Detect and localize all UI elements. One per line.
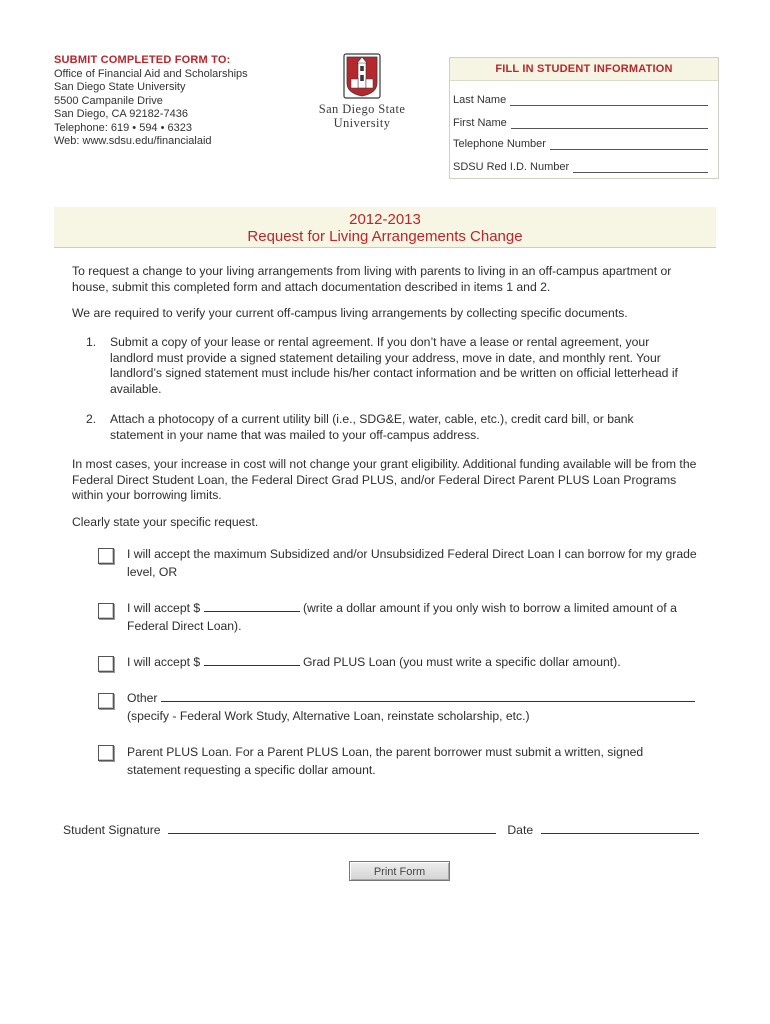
first-name-field[interactable] <box>453 117 708 129</box>
grad-plus-checkbox[interactable] <box>98 656 114 672</box>
list-item-text: Attach a photocopy of a current utility bill (i.e., SDG&E, water, cable, etc.), credit card bill, or bank statement in your name that was mailed to your off-campus address. <box>110 412 634 442</box>
max-loan-checkbox[interactable] <box>98 548 114 564</box>
sdsu-logo <box>308 53 416 130</box>
telephone-label: Telephone Number <box>453 138 546 150</box>
mailing-web: Web: www.sdsu.edu/financialaid <box>54 135 212 147</box>
last-name-line[interactable] <box>510 95 708 106</box>
amount-loan-prefix: I will accept $ <box>127 601 201 615</box>
grad-plus-prefix: I will accept $ <box>127 655 201 669</box>
amount-loan-blank[interactable] <box>204 600 300 612</box>
max-loan-option-text: I will accept the maximum Subsidized and/or Unsubsidized Federal Direct Loan I can borrow for my grade level, OR <box>127 547 697 579</box>
mailing-telephone: Telephone: 619 • 594 • 6323 <box>54 121 192 134</box>
list-item-text: Submit a copy of your lease or rental agreement. If you don’t have a lease or rental agreement, your landlord must provide a signed statement detailing your address, move in date, and monthly rent. Your landlord’s signed statement must include his/her contact information and be written on official letterhead if available. <box>110 335 678 396</box>
student-signature-label: Student Signature <box>63 823 161 837</box>
other-specify-text: (specify - Federal Work Study, Alternative Loan, reinstate scholarship, etc.) <box>127 709 530 723</box>
state-request-text: Clearly state your specific request. <box>72 515 259 529</box>
student-info-box <box>449 57 719 179</box>
mailing-office: Office of Financial Aid and Scholarships <box>54 67 248 80</box>
mailing-address-block <box>54 54 248 149</box>
logo-wordmark-line1: San Diego State <box>318 102 406 116</box>
date-label: Date <box>507 823 534 837</box>
grad-plus-option <box>127 653 697 671</box>
parent-plus-option-text: Parent PLUS Loan. For a Parent PLUS Loan, the parent borrower must submit a written, signed statement requesting a specific dollar amount. <box>127 745 644 777</box>
mailing-university: San Diego State University <box>54 81 186 93</box>
title-banner <box>54 207 716 248</box>
grant-paragraph: In most cases, your increase in cost will not change your grant eligibility. Additional funding available will be from the Federal Direct Student Loan, the Federal Direct Grad PLUS, and/or Federal Direct Parent PLUS Loan Programs within your borrowing limits. <box>72 457 697 502</box>
telephone-field[interactable] <box>453 138 708 150</box>
red-id-field[interactable] <box>453 161 708 173</box>
other-blank[interactable] <box>161 690 695 702</box>
intro-paragraph: To request a change to your living arrangements from living with parents to living in an off-campus apartment or house, submit this completed form and attach documentation described in items 1 and 2. <box>72 264 672 294</box>
parent-plus-checkbox[interactable] <box>98 745 114 761</box>
grad-plus-amount-blank[interactable] <box>204 654 300 666</box>
other-checkbox[interactable] <box>98 693 114 709</box>
sdsu-campanile-seal-icon <box>343 53 381 99</box>
red-id-label: SDSU Red I.D. Number <box>453 161 570 173</box>
form-year: 2012-2013 <box>349 211 421 228</box>
other-label: Other <box>127 691 158 705</box>
other-option <box>127 689 697 725</box>
telephone-line[interactable] <box>550 139 708 150</box>
amount-loan-option <box>127 599 697 635</box>
amount-loan-suffix: (write a dollar amount if you only wish to borrow a limited amount of a Federal Direct Loan). <box>127 601 677 633</box>
student-info-heading: FILL IN STUDENT INFORMATION <box>450 58 718 81</box>
signature-row <box>63 822 703 837</box>
first-name-label: First Name <box>453 117 507 129</box>
logo-wordmark-line2: University <box>333 116 391 130</box>
mailing-heading: SUBMIT COMPLETED FORM TO: <box>54 54 231 66</box>
last-name-field[interactable] <box>453 94 708 106</box>
verify-paragraph: We are required to verify your current off-campus living arrangements by collecting specific documents. <box>72 306 628 320</box>
first-name-line[interactable] <box>511 118 708 129</box>
form-title: Request for Living Arrangements Change <box>247 228 523 245</box>
print-form-button[interactable]: Print Form <box>349 861 450 881</box>
red-id-line[interactable] <box>573 162 708 173</box>
date-line[interactable] <box>541 822 699 834</box>
list-item-number: 2. <box>86 412 97 426</box>
list-item-number: 1. <box>86 335 97 349</box>
last-name-label: Last Name <box>453 94 507 106</box>
mailing-city: San Diego, CA 92182-7436 <box>54 108 188 120</box>
student-signature-line[interactable] <box>168 822 496 834</box>
mailing-street: 5500 Campanile Drive <box>54 94 163 107</box>
amount-loan-checkbox[interactable] <box>98 603 114 619</box>
grad-plus-suffix: Grad PLUS Loan (you must write a specific dollar amount). <box>302 655 621 669</box>
